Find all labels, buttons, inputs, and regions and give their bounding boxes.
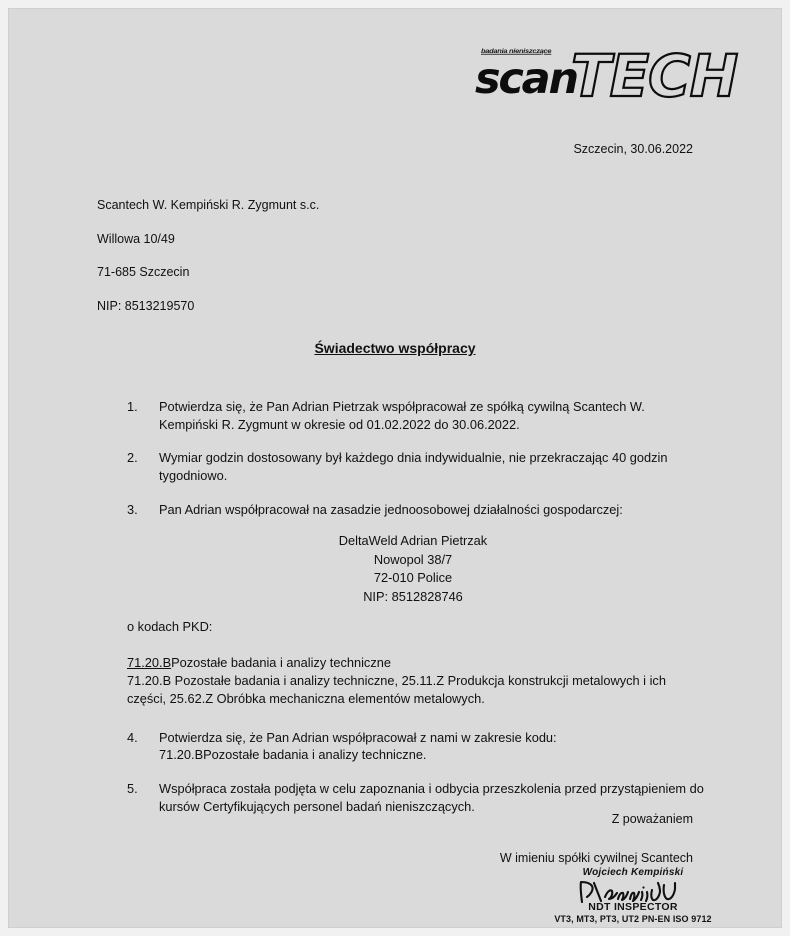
signatory-certifications: VT3, MT3, PT3, UT2 PN-EN ISO 9712 [554, 914, 712, 924]
pkd-line-2: 71.20.B Pozostałe badania i analizy techniczne, 25.11.Z Produkcja konstrukcji metalowych i ich części, 25.62.Z Obróbka mechaniczna elementów metalowych. [127, 673, 666, 707]
list-item-text-secondary: 71.20.BPozostałe badania i analizy techniczne. [159, 747, 427, 763]
signatory-name: Wojciech Kempiński [582, 867, 684, 878]
signatory-role: NDT INSPECTOR [588, 901, 678, 913]
address-city: 71-685 Szczecin [97, 265, 190, 279]
signature-stamp [533, 867, 733, 924]
pkd-line-1-rest: Pozostałe badania i analizy techniczne [171, 655, 391, 671]
list-item-text: Pan Adrian współpracował na zasadzie jednoosobowej działalności gospodarczej: [159, 501, 623, 517]
logo-tagline: badania nieniszczące [481, 47, 552, 55]
list-item [127, 780, 707, 815]
document-page [8, 8, 782, 928]
list-item-text: Współpraca została podjęta w celu zapoznania i odbycia przeszkolenia przed przystąpieniem do kursów Certyfikujących personel badań nieniszczących. [159, 780, 704, 814]
pkd-codes-block [127, 654, 707, 708]
list-item-number: 1. [127, 399, 138, 414]
closing-line-2: W imieniu spółki cywilnej Scantech [499, 851, 693, 865]
list-item [127, 729, 707, 764]
list-item [127, 501, 707, 709]
date-line: Szczecin, 30.06.2022 [573, 142, 693, 156]
address-street: Willowa 10/49 [97, 231, 175, 246]
list-item [127, 449, 707, 484]
contractor-city: 72-010 Police [373, 570, 453, 586]
address-company: Scantech W. Kempiński R. Zygmunt s.c. [97, 198, 320, 212]
logo-word-tech: TECH [571, 42, 738, 110]
sender-address-block [97, 199, 319, 333]
document-title-text: Świadectwo współpracy [314, 340, 476, 356]
list-item-number: 3. [127, 501, 138, 517]
contractor-street: Nowopol 38/7 [373, 551, 453, 567]
closing-block [500, 812, 693, 865]
scantech-logo [463, 41, 738, 113]
list-item-number: 5. [127, 780, 138, 796]
pkd-line-1 [127, 654, 707, 672]
document-body [127, 398, 707, 831]
list-item [127, 398, 707, 433]
list-item-text: Wymiar godzin dostosowany był każdego dnia indywidualnie, nie przekraczając 40 godzin tygodniowo. [159, 450, 668, 483]
closing-line-1: Z poważaniem [611, 812, 693, 826]
list-item-text: Potwierdza się, że Pan Adrian współpracował z nami w zakresie kodu: [159, 729, 557, 745]
document-title [9, 340, 781, 356]
pkd-code-underlined: 71.20.B [127, 655, 172, 671]
list-item-text: Potwierdza się, że Pan Adrian Pietrzak współpracował ze spółką cywilną Scantech W. Kempiński R. Zygmunt w okresie od 01.02.2022 do 30.06.2022. [159, 399, 645, 432]
pkd-intro: o kodach PKD: [127, 619, 213, 635]
logo-word-scan: scan [475, 54, 577, 104]
contractor-name: DeltaWeld Adrian Pietrzak [338, 533, 488, 549]
list-item-number: 2. [127, 450, 138, 466]
contractor-details-block [159, 532, 707, 606]
contractor-nip: NIP: 8512828746 [363, 588, 463, 604]
address-nip: NIP: 8513219570 [97, 298, 195, 313]
list-item-number: 4. [127, 729, 138, 745]
